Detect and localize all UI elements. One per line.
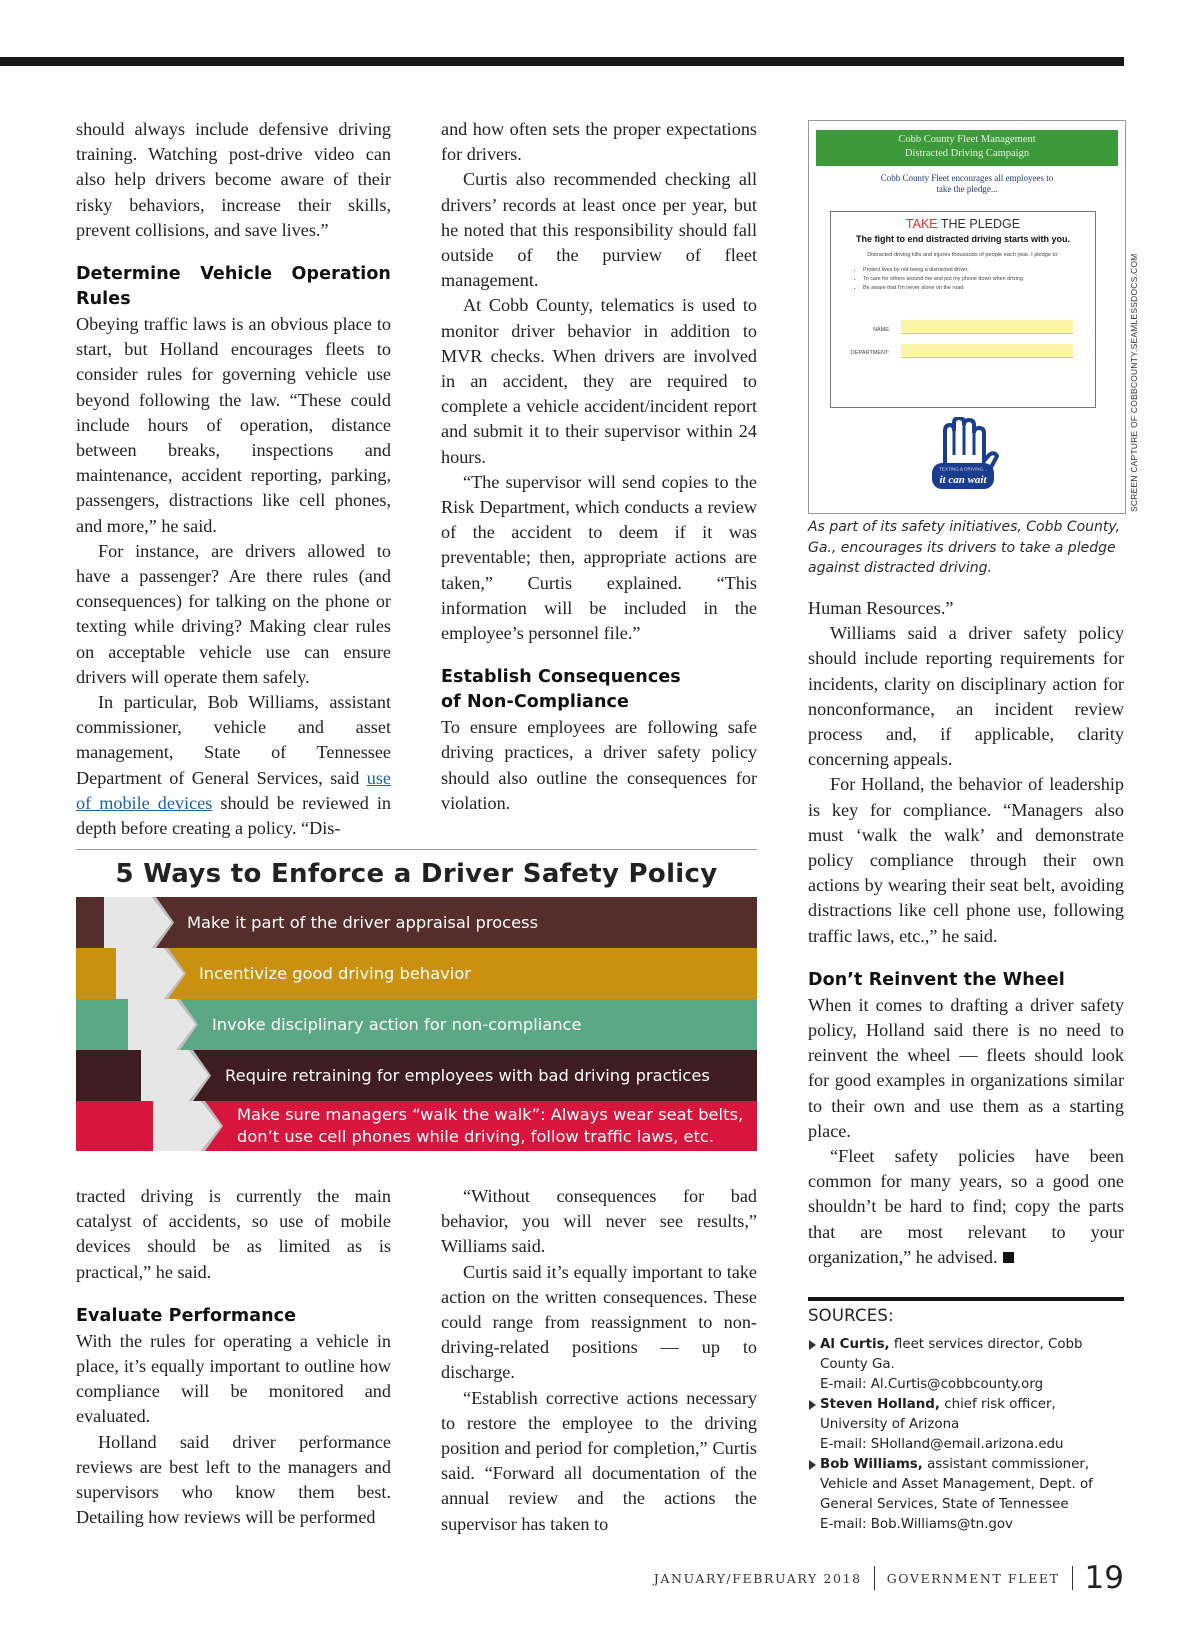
chevron-arrow-icon xyxy=(153,1101,223,1152)
paragraph: Holland said driver performance reviews are best left to the managers and supervisors who know them best. Detailing how reviews will be performed xyxy=(76,1431,391,1528)
way-label xyxy=(187,897,538,948)
bullet-triangle-icon xyxy=(809,1460,816,1470)
paragraph: Curtis also recommended checking all drivers’ records at least once per year, but he noted that this responsibility should fall outside of the purview of fleet management. xyxy=(441,169,757,291)
source-role: chief risk officer, University of Arizona xyxy=(820,1397,1056,1432)
column-middle-upper xyxy=(441,117,757,816)
section-heading: Determine Vehicle Operation Rules xyxy=(76,264,391,310)
invite-line: Cobb County Fleet encourages all employees to xyxy=(880,173,1054,183)
source-line xyxy=(820,1395,1124,1435)
way-band xyxy=(76,1101,757,1151)
department-label: DEPARTMENT: xyxy=(851,350,890,356)
hand-icon xyxy=(927,417,999,495)
paragraph: Williams said a driver safety policy should include reporting requirements for incidents, clarity on disciplinary action for nonconformance, an incident review process and, if applicable, clarity concerning appeals. xyxy=(808,623,1124,770)
pledge-form xyxy=(830,211,1096,408)
column-middle-lower xyxy=(441,1184,757,1537)
paragraph: should always include defensive driving training. Watching post-drive video can also help drivers become aware of their risky behaviors, increase their skills, prevent collisions, and save lives.” xyxy=(76,119,391,240)
name-label: NAME: xyxy=(873,327,891,333)
pledge-list xyxy=(851,266,1093,293)
source-item xyxy=(808,1335,1124,1395)
source-line xyxy=(820,1335,1124,1375)
campaign-banner xyxy=(816,130,1118,166)
way-label xyxy=(237,1101,743,1151)
publication-name: GOVERNMENT FLEET xyxy=(886,1570,1060,1586)
source-item xyxy=(808,1455,1124,1535)
chevron-arrow-icon xyxy=(104,897,174,948)
way-label xyxy=(199,948,471,999)
department-field[interactable] xyxy=(901,344,1073,358)
pledge-item: • Protect lives by not being a distracted driver. xyxy=(863,266,1093,275)
issue-date: JANUARY/FEBRUARY 2018 xyxy=(653,1570,862,1586)
column-left-upper xyxy=(76,117,391,841)
pledge-title-take: TAKE xyxy=(905,217,938,231)
source-line xyxy=(820,1455,1124,1515)
heading-line: Establish Consequences xyxy=(441,667,681,688)
way-band xyxy=(76,1050,757,1101)
paragraph: Human Resources.” xyxy=(808,598,954,618)
way-line: Require retraining for employees with bad driving practices xyxy=(225,1065,710,1085)
source-name: Steven Holland, xyxy=(820,1397,940,1412)
pledge-item: • Be aware that I'm never alone on the road xyxy=(863,284,1093,293)
source-role: fleet services director, Cobb County Ga. xyxy=(820,1337,1083,1372)
source-email: E-mail: Al.Curtis@cobbcounty.org xyxy=(820,1377,1044,1392)
sources-list xyxy=(808,1335,1124,1535)
way-line: Make sure managers “walk the walk”: Always wear seat belts, xyxy=(237,1105,744,1124)
column-left-lower xyxy=(76,1184,391,1530)
section-heading xyxy=(441,665,757,715)
bullet-triangle-icon xyxy=(809,1400,816,1410)
photo-credit: SCREEN CAPTURE OF COBBCOUNTY.SEAMLESSDOCS.COM xyxy=(1129,253,1139,512)
paragraph: For Holland, the behavior of leadership is key for compliance. “Managers also must ‘walk the walk’ and demonstrate policy compliance through their own actions by wearing their seat belt, avoiding distractions like cell phone use, following traffic laws, etc.,” he said. xyxy=(808,774,1124,946)
figure-caption: As part of its safety initiatives, Cobb County, Ga., encourages its drivers to take a pledge against distracted driving. xyxy=(808,519,1121,576)
source-email: E-mail: Bob.Williams@tn.gov xyxy=(820,1517,1013,1532)
section-heading: Don’t Reinvent the Wheel xyxy=(808,969,1065,990)
way-band xyxy=(76,897,757,948)
way-line: Invoke disciplinary action for non-compliance xyxy=(212,1014,582,1034)
paragraph: With the rules for operating a vehicle in place, it’s equally important to outline how compliance will be monitored and evaluated. xyxy=(76,1330,391,1427)
source-name: Al Curtis, xyxy=(820,1337,890,1352)
sidebar-rule xyxy=(76,849,757,850)
paragraph: “Without consequences for bad behavior, you will never see results,” Williams said. xyxy=(441,1186,757,1257)
way-band xyxy=(76,948,757,999)
pledge-screenshot-figure xyxy=(808,120,1126,514)
way-band xyxy=(76,999,757,1050)
paragraph: and how often sets the proper expectations for drivers. xyxy=(441,119,757,165)
section-heading: Evaluate Performance xyxy=(76,1305,297,1326)
way-line: Make it part of the driver appraisal process xyxy=(187,912,539,932)
logo-small-text: TEXTING & DRIVING... xyxy=(939,466,987,472)
sidebar-title: 5 Ways to Enforce a Driver Safety Policy xyxy=(115,859,718,889)
chevron-arrow-icon xyxy=(116,948,186,999)
paragraph xyxy=(76,690,391,841)
paragraph: Curtis said it’s equally important to take action on the written consequences. These could range from reassignment to non-driving-related positions — up to discharge. xyxy=(441,1261,757,1383)
paragraph: For instance, are drivers allowed to have a passenger? Are there rules (and consequences) for talking on the phone or texting while driving? Making clear rules on acceptable vehicle use can ensure drivers will operate them safely. xyxy=(76,540,391,687)
paragraph xyxy=(808,1144,1124,1270)
way-label xyxy=(225,1050,710,1101)
chevron-arrow-icon xyxy=(128,999,198,1050)
sources-title: SOURCES: xyxy=(808,1306,894,1325)
pledge-item: • To care for others around me and put my phone down when driving xyxy=(863,275,1093,284)
source-role: assistant commissioner, Vehicle and Asset Management, Dept. of General Services, State of Tennessee xyxy=(820,1457,1093,1512)
banner-line: Cobb County Fleet Management xyxy=(898,134,1036,145)
it-can-wait-logo xyxy=(927,417,999,495)
bullet-triangle-icon xyxy=(809,1340,816,1350)
pledge-title xyxy=(831,217,1095,231)
paragraph: “Establish corrective actions necessary to restore the employee to the driving position and period for completion,” Curtis said. “Forward all documentation of the annual review and the actions the supervisor has taken to xyxy=(441,1387,757,1534)
pledge-title-rest: THE PLEDGE xyxy=(937,217,1021,231)
heading-line: of Non-Compliance xyxy=(441,692,629,713)
paragraph-text: In particular, Bob Williams, assistant commissioner, vehicle and asset management, State of Tennessee Department of General Services, said xyxy=(76,692,391,788)
pledge-invite xyxy=(849,173,1085,195)
footer-divider xyxy=(1072,1566,1073,1590)
paragraph: tracted driving is currently the main catalyst of accidents, so use of mobile devices should be as limited as is practical,” he said. xyxy=(76,1186,391,1282)
paragraph: At Cobb County, telematics is used to monitor driver behavior in addition to MVR checks. When drivers are involved in an accident, they are required to complete a vehicle accident/incident report and submit it to their supervisor within 24 hours. xyxy=(441,295,757,467)
paragraph: “The supervisor will send copies to the Risk Department, which conducts a review of the accident to deem if it was preventable; then, appropriate actions are taken,” Curtis explained. “This information will be included in the employee’s personnel file.” xyxy=(441,471,757,644)
paragraph: Obeying traffic laws is an obvious place to start, but Holland encourages fleets to consider rules for governing vehicle use beyond following the law. “These could include hours of operation, distance between breaks, inspections and maintenance, accident reporting, parking, passengers, distractions like cell phones, and more,” he said. xyxy=(76,314,391,536)
mobile-devices-link[interactable]: use of mobile devices xyxy=(76,767,391,813)
paragraph: When it comes to drafting a driver safety policy, Holland said there is no need to reinvent the wheel — fleets should look for good examples in organizations similar to their own and use them as a starting place. xyxy=(808,994,1124,1141)
logo-text: it can wait xyxy=(939,474,987,486)
page-number: 19 xyxy=(1084,1560,1124,1596)
column-right xyxy=(808,596,1124,1270)
page-footer xyxy=(654,1560,1124,1596)
end-mark xyxy=(1003,1252,1014,1263)
pledge-tagline: The fight to end distracted driving starts with you. xyxy=(855,234,1070,244)
sources-rule xyxy=(808,1297,1124,1301)
paragraph-text: “Fleet safety policies have been common for many years, so a good one shouldn’t be hard to find; copy the parts that are most relevant to your organization,” he advised. xyxy=(808,1146,1124,1267)
banner-line: Distracted Driving Campaign xyxy=(904,148,1030,159)
way-line: Incentivize good driving behavior xyxy=(199,963,471,983)
paragraph-text: should be reviewed in depth before creating a policy. “Dis- xyxy=(76,792,391,839)
way-label xyxy=(212,999,582,1050)
source-item xyxy=(808,1395,1124,1455)
invite-line: take the pledge... xyxy=(936,184,998,194)
top-rule xyxy=(0,57,1124,66)
paragraph: To ensure employees are following safe driving practices, a driver safety policy should also outline the consequences for violation. xyxy=(441,717,757,813)
footer-divider xyxy=(874,1566,875,1590)
source-name: Bob Williams, xyxy=(820,1457,923,1472)
pledge-intro: Distracted driving kills and injures thousands of people each year. I pledge to: xyxy=(867,252,1059,258)
name-field[interactable] xyxy=(901,320,1073,334)
source-email: E-mail: SHolland@email.arizona.edu xyxy=(820,1437,1064,1452)
chevron-arrow-icon xyxy=(141,1050,211,1101)
way-line: don’t use cell phones while driving, follow traffic laws, etc. xyxy=(237,1127,715,1146)
